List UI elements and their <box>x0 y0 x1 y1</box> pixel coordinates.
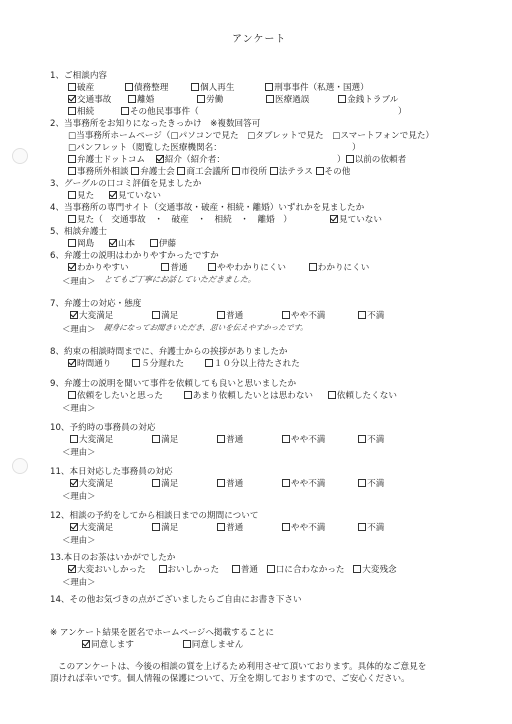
option-label: 依頼をしたいと思った <box>77 391 163 401</box>
option-label: 医療過誤 <box>275 95 310 105</box>
q13-options <box>68 565 397 576</box>
option-label: 同意しません <box>191 640 244 650</box>
checkbox-checked[interactable] <box>68 95 76 103</box>
option-label: 満足 <box>161 479 179 489</box>
option-label: 見た（ 交通事故 ・ 破産 ・ 相続 ・ 離婚 ） <box>77 215 292 225</box>
checkbox[interactable] <box>152 435 160 443</box>
q12-reason-label: ＜理由＞ <box>62 535 96 545</box>
q7-label: 7、弁護士の対応・態度 <box>50 299 142 309</box>
checkbox[interactable] <box>346 155 354 163</box>
option-label: やや不満 <box>291 435 326 445</box>
q13-reason-label: ＜理由＞ <box>62 577 96 587</box>
publish-consent-options <box>82 640 243 651</box>
q2-row3 <box>68 155 225 166</box>
checkbox-checked[interactable] <box>70 523 78 531</box>
option-label: 紹介（紹介者： <box>164 155 225 165</box>
checkbox[interactable] <box>68 83 76 91</box>
option-label: 債務整理 <box>133 83 169 93</box>
q2-row1: □当事務所ホームページ（□パソコンで見た □タブレットで見た □スマートフォンで見た） <box>68 131 435 141</box>
checkbox[interactable] <box>282 311 290 319</box>
checkbox[interactable] <box>282 435 290 443</box>
option-label: 金銭トラブル <box>347 95 399 105</box>
checkbox[interactable] <box>217 311 225 319</box>
paren-close: ） <box>398 107 407 117</box>
checkbox[interactable] <box>358 311 366 319</box>
option-label: やや不満 <box>291 311 326 321</box>
option-label: 市役所 <box>241 167 267 177</box>
checkbox[interactable] <box>68 191 76 199</box>
q1-row1 <box>68 83 369 94</box>
checkbox[interactable] <box>177 167 185 175</box>
q6-label: 6、弁護士の説明はわかりやすかったですか <box>50 251 219 261</box>
checkbox[interactable] <box>132 359 140 367</box>
option-label: 満足 <box>161 523 179 533</box>
checkbox[interactable] <box>121 107 129 115</box>
checkbox[interactable] <box>68 239 76 247</box>
checkbox[interactable] <box>232 565 240 573</box>
option-label: 普通 <box>170 263 188 273</box>
q11-options <box>70 479 384 490</box>
punch-hole <box>12 458 28 474</box>
checkbox-checked[interactable] <box>109 239 117 247</box>
checkbox[interactable] <box>316 167 324 175</box>
q2-row3-end: ） 以前の依頼者 <box>337 155 407 165</box>
footer-line-2: 頂ければ幸いです。個人情報の保護について、万全を期しておりますので、ご安心ください。 <box>50 674 410 684</box>
checkbox-checked[interactable] <box>156 155 164 163</box>
checkbox[interactable] <box>353 565 361 573</box>
q2-label: 2、当事務所をお知りになったきっかけ ※複数回答可 <box>50 119 261 129</box>
checkbox[interactable] <box>68 107 76 115</box>
option-label: 刑事事件（私選・国選） <box>274 83 369 93</box>
q10-label: 10、予約時の事務員の対応 <box>50 423 156 433</box>
option-label: 不満 <box>367 523 385 533</box>
option-label: 見ていない <box>339 215 382 225</box>
checkbox[interactable] <box>150 239 158 247</box>
checkbox[interactable] <box>161 263 169 271</box>
q5-label: 5、相談弁護士 <box>50 227 108 237</box>
q10-reason-label: ＜理由＞ <box>62 447 96 457</box>
checkbox[interactable] <box>152 479 160 487</box>
q6-options <box>68 263 369 274</box>
q4-option1 <box>68 215 292 226</box>
q4-option2 <box>330 215 382 226</box>
checkbox[interactable] <box>68 155 76 163</box>
checkbox-checked[interactable] <box>330 215 338 223</box>
checkbox-checked[interactable] <box>68 263 76 271</box>
checkbox[interactable] <box>152 523 160 531</box>
checkbox[interactable] <box>358 435 366 443</box>
option-label: 依頼したくない <box>336 391 397 401</box>
option-label: ５分遅れた <box>141 359 185 369</box>
q11-reason-label: ＜理由＞ <box>62 491 96 501</box>
footer-line-1: このアンケートは、今後の相談の質を上げるため利用させて頂いております。具体的なご意見を <box>58 662 427 672</box>
option-label: １０分以上待たされた <box>213 359 300 369</box>
q1-row2 <box>68 95 398 106</box>
option-label: 同意します <box>91 640 134 650</box>
q10-options <box>70 435 384 446</box>
q3-label: 3、グーグルの口コミ評価を見ましたか <box>50 179 202 189</box>
checkbox[interactable] <box>217 479 225 487</box>
publish-consent-label: ※ アンケート結果を匿名でホームページへ掲載することに <box>50 628 275 638</box>
option-label: 破産 <box>77 83 95 93</box>
option-label: 事務所外相談 <box>77 167 129 177</box>
option-label: その他民事事件（ <box>129 107 199 117</box>
option-label: やや不満 <box>291 479 326 489</box>
option-label: 商工会議所 <box>186 167 230 177</box>
q9-options <box>68 391 397 402</box>
checkbox[interactable] <box>125 83 133 91</box>
checkbox[interactable] <box>68 215 76 223</box>
checkbox[interactable] <box>338 95 346 103</box>
checkbox[interactable] <box>309 263 317 271</box>
option-label: 以前の依頼者 <box>354 155 407 165</box>
q7-reason-label: ＜理由＞ <box>62 324 96 334</box>
q2-row4 <box>68 167 350 178</box>
q12-options <box>70 523 384 534</box>
option-label: 見ていない <box>117 191 161 201</box>
option-label: 大変満足 <box>79 479 114 489</box>
option-label: わかりにくい <box>317 263 370 273</box>
q7-reason-handwritten: 親身になってお聞きいただき、思いを伝えやすかったです。 <box>103 323 309 332</box>
q3-options <box>68 191 161 202</box>
option-label: 満足 <box>161 435 179 445</box>
option-label: 岡島 <box>77 239 95 249</box>
checkbox[interactable] <box>232 167 240 175</box>
q1-row3 <box>68 107 199 118</box>
option-label: 弁護士会 <box>140 167 175 177</box>
checkbox[interactable] <box>217 523 225 531</box>
option-label: 見た <box>77 191 95 201</box>
option-label: 相続 <box>77 107 95 117</box>
option-label: 普通 <box>240 565 259 575</box>
checkbox[interactable] <box>265 83 273 91</box>
checkbox[interactable] <box>358 523 366 531</box>
q11-label: 11、本日対応した事務員の対応 <box>50 467 173 477</box>
checkbox[interactable] <box>68 167 76 175</box>
option-label: 大変残念 <box>362 565 397 575</box>
checkbox-checked[interactable] <box>70 479 78 487</box>
option-label: おいしかった <box>167 565 220 575</box>
option-label: 弁護士ドットコム <box>77 155 146 165</box>
checkbox[interactable] <box>191 83 199 91</box>
q8-label: 8、約束の相談時間までに、弁護士からの挨拶がありましたか <box>50 347 288 357</box>
q2-row2: □パンフレット（閲覧した医療機関名： <box>68 143 222 153</box>
q12-label: 12、相談の予約をしてから相談日までの期間について <box>50 511 259 521</box>
option-label: 不満 <box>367 435 385 445</box>
option-label: 大変満足 <box>79 523 114 533</box>
option-label: 不満 <box>367 479 385 489</box>
q14-label: 14、その他お気づきの点がございましたらご自由にお書き下さい <box>50 595 302 605</box>
checkbox[interactable] <box>152 311 160 319</box>
q13-label: 13.本日のお茶はいかがでしたか <box>50 553 176 563</box>
option-label: 個人再生 <box>200 83 235 93</box>
checkbox-checked[interactable] <box>70 311 78 319</box>
checkbox[interactable] <box>197 95 205 103</box>
checkbox[interactable] <box>128 95 136 103</box>
checkbox[interactable] <box>270 167 278 175</box>
q9-reason-label: ＜理由＞ <box>62 403 96 413</box>
option-label: 普通 <box>226 523 244 533</box>
q6-reason-label: ＜理由＞ <box>62 276 96 286</box>
option-label: 労働 <box>206 95 224 105</box>
checkbox[interactable] <box>183 640 191 648</box>
checkbox[interactable] <box>205 359 213 367</box>
option-label: 普通 <box>226 479 244 489</box>
checkbox-checked[interactable] <box>109 191 117 199</box>
option-label: その他 <box>324 167 351 177</box>
checkbox[interactable] <box>282 523 290 531</box>
option-label: 普通 <box>226 311 244 321</box>
option-label: 普通 <box>226 435 244 445</box>
checkbox[interactable] <box>358 479 366 487</box>
checkbox[interactable] <box>159 565 167 573</box>
checkbox[interactable] <box>266 95 274 103</box>
checkbox[interactable] <box>70 435 78 443</box>
option-label: わかりやすい <box>77 263 129 273</box>
option-label: 伊藤 <box>158 239 177 249</box>
option-label: 法テラス <box>278 167 313 177</box>
q1-label: 1、ご相談内容 <box>50 71 108 81</box>
checkbox[interactable] <box>328 391 336 399</box>
option-label: やや不満 <box>291 523 326 533</box>
checkbox-checked[interactable] <box>68 565 76 573</box>
checkbox-checked[interactable] <box>82 640 90 648</box>
q8-options <box>68 359 300 370</box>
checkbox[interactable] <box>217 435 225 443</box>
option-label: 時間通り <box>77 359 112 369</box>
checkbox[interactable] <box>131 167 139 175</box>
option-label: 大変おいしかった <box>77 565 146 575</box>
q9-label: 9、弁護士の説明を聞いて事件を依頼しても良いと思いましたか <box>50 379 297 389</box>
checkbox-checked[interactable] <box>68 359 76 367</box>
option-label: 大変満足 <box>79 435 114 445</box>
option-label: 不満 <box>367 311 385 321</box>
option-label: ややわかりにくい <box>217 263 287 273</box>
option-label: 満足 <box>161 311 179 321</box>
checkbox[interactable] <box>282 479 290 487</box>
option-label: あまり依頼したいとは思わない <box>192 391 314 401</box>
option-label: 離婚 <box>137 95 155 105</box>
option-label: 山本 <box>117 239 136 249</box>
checkbox[interactable] <box>184 391 192 399</box>
option-label: 口に合わなかった <box>275 565 345 575</box>
punch-hole <box>12 148 28 164</box>
q5-options <box>68 239 176 250</box>
q7-options <box>70 311 384 322</box>
option-label: 交通事故 <box>77 95 112 105</box>
option-label: 大変満足 <box>79 311 114 321</box>
q4-label: 4、当事務所の専門サイト（交通事故・破産・相続・離婚）いずれかを見ましたか <box>50 203 365 213</box>
checkbox[interactable] <box>208 263 216 271</box>
checkbox[interactable] <box>267 565 275 573</box>
checkbox[interactable] <box>68 391 76 399</box>
survey-title: アンケート <box>232 34 287 45</box>
q6-reason-handwritten: とてもご丁寧にお話していただきました。 <box>103 275 257 284</box>
paren-close: ） <box>352 143 361 153</box>
